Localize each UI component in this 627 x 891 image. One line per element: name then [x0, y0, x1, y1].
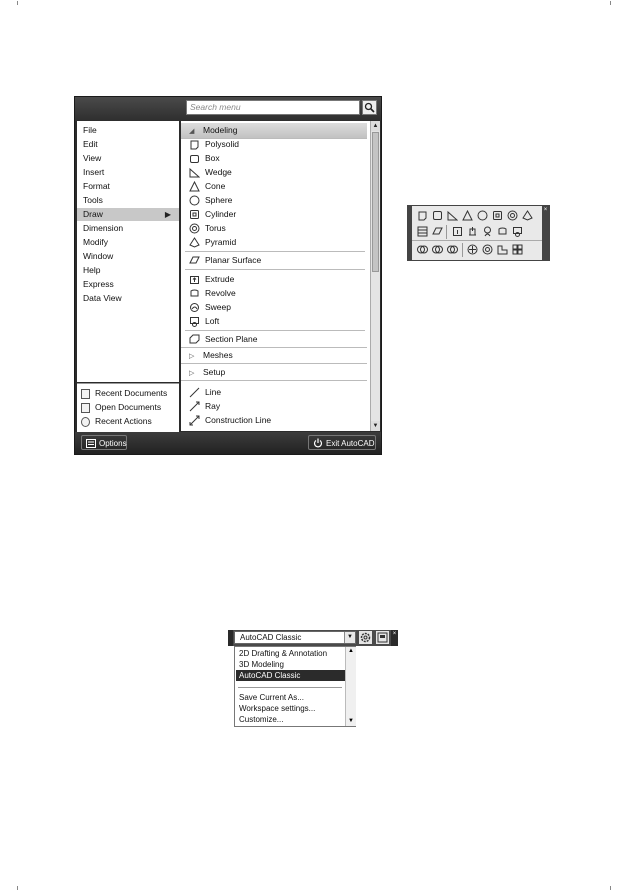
menu-item-window[interactable]: Window — [83, 251, 114, 261]
box-label: Box — [205, 153, 220, 163]
cylinder-label: Cylinder — [205, 209, 237, 219]
submenu-item-planar-surface[interactable] — [189, 253, 367, 267]
search-icon — [363, 101, 376, 114]
sphere-icon[interactable] — [477, 210, 488, 221]
application-menu — [74, 96, 382, 455]
submenu-item-sphere[interactable] — [189, 193, 367, 207]
scroll-down-icon[interactable]: ▼ — [372, 423, 379, 429]
planar-surface-icon — [189, 255, 200, 266]
recent-documents-label: Recent Documents — [95, 388, 168, 398]
crop-mark — [17, 1, 18, 5]
3d-array-icon[interactable] — [512, 244, 523, 255]
close-icon[interactable]: × — [542, 206, 549, 260]
menu-item-file[interactable]: File — [83, 125, 97, 135]
scroll-down-icon[interactable]: ▼ — [348, 718, 354, 724]
cone-label: Cone — [205, 181, 226, 191]
menu-item-insert[interactable]: Insert — [83, 167, 105, 177]
crop-mark — [17, 886, 18, 890]
sweep-icon[interactable] — [482, 226, 493, 237]
modeling-toolbar — [407, 205, 550, 261]
crop-mark — [610, 1, 611, 5]
submenu-arrow-icon: ▶ — [164, 210, 171, 219]
workspace-select[interactable] — [234, 631, 356, 644]
expand-triangle-icon: ▷ — [189, 370, 195, 377]
workspace-option-3d-modeling[interactable]: 3D Modeling — [239, 660, 284, 669]
menu-item-draw[interactable] — [77, 208, 179, 221]
line-label: Line — [205, 387, 222, 397]
scroll-up-icon[interactable]: ▲ — [372, 123, 379, 129]
union-icon[interactable] — [417, 244, 428, 255]
recent-actions-link[interactable] — [81, 414, 152, 428]
3d-move-icon[interactable] — [467, 244, 478, 255]
construction-line-label: Construction Line — [205, 415, 272, 425]
workspace-dropdown-list — [234, 646, 356, 727]
loft-label: Loft — [205, 316, 220, 326]
expand-triangle-icon: ▷ — [189, 353, 195, 360]
torus-icon[interactable] — [507, 210, 518, 221]
menu-item-data-view[interactable]: Data View — [83, 293, 122, 303]
cylinder-icon — [189, 209, 200, 220]
submenu-item-pyramid[interactable] — [189, 235, 367, 249]
box-icon — [189, 153, 200, 164]
presspull-icon[interactable] — [467, 226, 478, 237]
recent-actions-icon — [81, 417, 90, 427]
toolbar-grip[interactable] — [408, 206, 412, 260]
submenu-item-box[interactable] — [189, 151, 367, 165]
sweep-label: Sweep — [205, 302, 231, 312]
cylinder-icon[interactable] — [492, 210, 503, 221]
open-documents-icon — [81, 403, 90, 413]
menu-item-help[interactable]: Help — [83, 265, 101, 275]
workspace-current-label: AutoCAD Classic — [240, 633, 302, 642]
intersect-icon[interactable] — [447, 244, 458, 255]
torus-label: Torus — [205, 223, 226, 233]
ray-label: Ray — [205, 401, 221, 411]
submenu-item-ray[interactable] — [189, 399, 367, 413]
extrude-icon[interactable] — [452, 226, 463, 237]
submenu-item-revolve[interactable] — [189, 286, 367, 300]
scroll-thumb[interactable] — [372, 132, 379, 272]
polysolid-stack-icon[interactable] — [417, 226, 428, 237]
separator — [185, 269, 365, 270]
menu-item-express[interactable]: Express — [83, 279, 114, 289]
menu-header — [75, 97, 381, 121]
pyramid-icon — [189, 237, 200, 248]
menu-item-dimension[interactable]: Dimension — [83, 223, 124, 233]
menu-item-modify[interactable]: Modify — [83, 237, 109, 247]
wedge-icon — [189, 167, 200, 178]
menu-item-format[interactable]: Format — [83, 181, 110, 191]
3d-rotate-icon[interactable] — [482, 244, 493, 255]
line-icon — [189, 387, 200, 398]
customize-item[interactable]: Customize... — [239, 715, 284, 724]
workspaces-toolbar — [228, 630, 398, 646]
submenu-item-section-plane[interactable] — [189, 332, 367, 346]
options-label: Options — [99, 439, 127, 448]
search-menu-input[interactable]: Search menu — [186, 100, 360, 115]
cone-icon — [189, 181, 200, 192]
draw-submenu — [181, 121, 370, 431]
workspace-settings-item[interactable]: Workspace settings... — [239, 704, 316, 713]
separator — [185, 251, 365, 252]
recent-documents-icon — [81, 389, 90, 399]
polysolid-label: Polysolid — [205, 139, 240, 149]
options-icon — [86, 439, 96, 448]
polysolid-icon — [189, 139, 200, 150]
subtract-icon[interactable] — [432, 244, 443, 255]
separator — [185, 330, 365, 331]
revolve-icon — [189, 288, 200, 299]
section-plane-icon — [189, 334, 200, 345]
submenu-item-loft[interactable] — [189, 314, 367, 328]
toolbar-separator — [446, 225, 447, 239]
chevron-down-icon[interactable]: ▼ — [344, 632, 355, 643]
open-documents-link[interactable] — [81, 400, 161, 414]
exit-autocad-button[interactable] — [308, 435, 376, 450]
menu-item-draw-label: Draw — [83, 209, 103, 219]
group-meshes[interactable] — [181, 347, 367, 364]
separator — [238, 687, 342, 688]
submenu-item-polysolid[interactable] — [189, 137, 367, 151]
wedge-icon[interactable] — [447, 210, 458, 221]
power-icon — [313, 438, 323, 448]
menu-item-tools[interactable]: Tools — [83, 195, 103, 205]
workspace-option-2d-drafting[interactable]: 2D Drafting & Annotation — [239, 649, 328, 658]
exit-label: Exit AutoCAD — [326, 439, 375, 448]
submenu-item-cylinder[interactable] — [189, 207, 367, 221]
section-plane-label: Section Plane — [205, 334, 258, 344]
close-icon[interactable]: × — [391, 630, 398, 646]
revolve-icon[interactable] — [497, 226, 508, 237]
sphere-label: Sphere — [205, 195, 233, 205]
submenu-item-wedge[interactable] — [189, 165, 367, 179]
pyramid-icon[interactable] — [522, 210, 533, 221]
toolbar-grip[interactable] — [228, 630, 233, 646]
group-setup-label: Setup — [203, 367, 226, 377]
sphere-icon — [189, 195, 200, 206]
menu-item-edit[interactable]: Edit — [83, 139, 98, 149]
planar-surface-icon[interactable] — [432, 226, 443, 237]
recent-list — [77, 383, 179, 432]
options-button[interactable] — [81, 435, 127, 450]
search-button[interactable] — [362, 100, 377, 115]
recent-documents-link[interactable] — [81, 386, 167, 400]
polysolid-icon[interactable] — [417, 210, 428, 221]
scroll-up-icon[interactable]: ▲ — [348, 648, 354, 654]
group-modeling-label: Modeling — [203, 125, 238, 135]
sweep-icon — [189, 302, 200, 313]
recent-actions-label: Recent Actions — [95, 416, 152, 426]
submenu-item-cone[interactable] — [189, 179, 367, 193]
submenu-item-extrude[interactable] — [189, 272, 367, 286]
extrude-icon — [189, 274, 200, 285]
dropdown-scrollbar[interactable] — [345, 647, 356, 726]
box-icon[interactable] — [432, 210, 443, 221]
gear-icon — [359, 631, 372, 644]
workspace-settings-button[interactable] — [359, 631, 372, 644]
workspace-option-autocad-classic[interactable]: AutoCAD Classic — [236, 670, 345, 681]
ray-icon — [189, 401, 200, 412]
toolbar-separator — [462, 243, 463, 257]
submenu-scrollbar[interactable] — [370, 121, 380, 431]
wedge-label: Wedge — [205, 167, 232, 177]
crop-mark — [610, 886, 611, 890]
pyramid-label: Pyramid — [205, 237, 237, 247]
loft-icon[interactable] — [512, 226, 523, 237]
collapse-triangle-icon: ◢ — [189, 128, 195, 135]
menu-item-view[interactable]: View — [83, 153, 102, 163]
submenu-item-line[interactable] — [189, 385, 367, 399]
menu-category-list — [77, 121, 179, 382]
submenu-item-construction-line[interactable] — [189, 413, 367, 427]
open-documents-label: Open Documents — [95, 402, 162, 412]
extrude-label: Extrude — [205, 274, 235, 284]
loft-icon — [189, 316, 200, 327]
toolbar-row-separator — [412, 240, 542, 241]
3d-align-icon[interactable] — [497, 244, 508, 255]
torus-icon — [189, 223, 200, 234]
group-meshes-label: Meshes — [203, 350, 233, 360]
workspace-icon — [376, 631, 389, 644]
planar-surface-label: Planar Surface — [205, 255, 262, 265]
construction-line-icon — [189, 415, 200, 426]
submenu-item-sweep[interactable] — [189, 300, 367, 314]
submenu-item-torus[interactable] — [189, 221, 367, 235]
save-workspace-button[interactable] — [376, 631, 389, 644]
group-setup[interactable] — [181, 365, 367, 381]
save-current-as-item[interactable]: Save Current As... — [239, 693, 304, 702]
menu-footer — [75, 432, 381, 454]
revolve-label: Revolve — [205, 288, 236, 298]
cone-icon[interactable] — [462, 210, 473, 221]
